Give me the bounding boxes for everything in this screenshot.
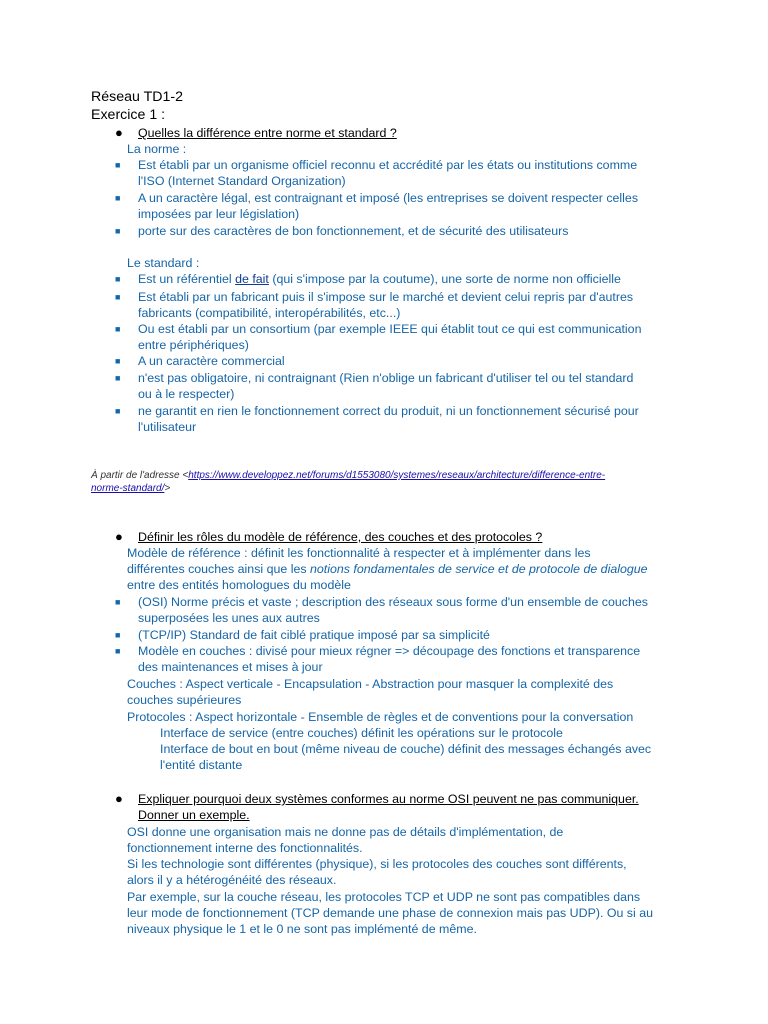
de-fait-link[interactable]: de fait	[235, 272, 269, 286]
standard-item-1	[138, 271, 621, 287]
q2-paragraph-line-2	[127, 561, 648, 577]
standard-item-1-text-b: (qui s'impose par la coutume), une sorte de norme non officielle	[268, 272, 621, 286]
norme-heading: La norme :	[127, 142, 187, 156]
exercise-heading: Exercice 1 :	[91, 107, 166, 123]
couches-line-2: couches supérieures	[127, 693, 242, 707]
question-2: Définir les rôles du modèle de référence, des couches et des protocoles ?	[138, 530, 543, 544]
source-url-link-continued[interactable]: norme-standard/	[91, 483, 165, 494]
q3-line-3: Si les technologie sont différentes (physique), si les protocoles des couches sont différents,	[127, 857, 627, 871]
interface-service: Interface de service (entre couches) définit les opérations sur le protocole	[160, 726, 563, 740]
q2-item-3-line-2: des maintenances et mises à jour	[138, 660, 323, 674]
q2-paragraph-line-2-text: différentes couches ainsi que les	[127, 562, 310, 576]
bullet-square-icon: ■	[115, 356, 121, 366]
interface-bout-line-2: l'entité distante	[160, 758, 243, 772]
bullet-square-icon: ■	[115, 406, 121, 416]
bullet-square-icon: ■	[115, 226, 121, 236]
question-1: Quelles la différence entre norme et standard ?	[138, 126, 397, 140]
standard-item-2-line-1: Est établi par un fabricant puis il s'impose sur le marché et devient celui repris par d'autres	[138, 290, 634, 304]
bullet-dot-icon: ●	[115, 791, 123, 806]
q2-item-2: (TCP/IP) Standard de fait ciblé pratique imposé par sa simplicité	[138, 628, 490, 642]
couches-line-1: Couches : Aspect verticale - Encapsulation - Abstraction pour masquer la complexité des	[127, 677, 614, 691]
source-url-link[interactable]: https://www.developpez.net/forums/d1553080/systemes/reseaux/architecture/difference-entre-	[188, 470, 606, 481]
q3-line-4: alors il y a hétérogénéité des réseaux.	[127, 873, 337, 887]
norme-item-2-line-1: A un caractère légal, est contraignant et imposé (les entreprises se doivent respecter celles	[138, 191, 639, 205]
norme-item-1-line-1: Est établi par un organisme officiel reconnu et accrédité par les états ou institutions comme	[138, 158, 638, 172]
bullet-square-icon: ■	[115, 630, 121, 640]
source-line-2	[91, 482, 170, 495]
norme-item-1-line-2: l'ISO (Internet Standard Organization)	[138, 174, 346, 188]
standard-item-4: A un caractère commercial	[138, 354, 285, 368]
standard-item-5-line-2: ou à le respecter)	[138, 387, 235, 401]
q3-line-2: fonctionnement interne des fonctionnalités.	[127, 841, 363, 855]
standard-item-3-line-2: entre périphériques)	[138, 338, 249, 352]
q3-line-1: OSI donne une organisation mais ne donne pas de détails d'implémentation, de	[127, 825, 564, 839]
q2-item-1-line-2: superposées les unes aux autres	[138, 611, 320, 625]
standard-heading: Le standard :	[127, 256, 200, 270]
q2-item-3-line-1: Modèle en couches : divisé pour mieux régner => découpage des fonctions et transparence	[138, 644, 641, 658]
source-suffix: >	[164, 483, 171, 494]
standard-item-5-line-1: n'est pas obligatoire, ni contraignant (Rien n'oblige un fabricant d'utiliser tel ou tel standard	[138, 371, 634, 385]
standard-item-3-line-1: Ou est établi par un consortium (par exemple IEEE qui établit tout ce qui est communication	[138, 322, 642, 336]
source-prefix: À partir de l'adresse <	[91, 470, 189, 481]
bullet-square-icon: ■	[115, 292, 121, 302]
bullet-square-icon: ■	[115, 324, 121, 334]
bullet-square-icon: ■	[115, 373, 121, 383]
bullet-dot-icon: ●	[115, 529, 123, 544]
question-3-line-1: Expliquer pourquoi deux systèmes conformes au norme OSI peuvent ne pas communiquer.	[138, 792, 639, 806]
bullet-dot-icon: ●	[115, 125, 123, 140]
source-line-1	[91, 469, 605, 482]
q3-line-5: Par exemple, sur la couche réseau, les protocoles TCP et UDP ne sont pas compatibles dans	[127, 890, 641, 904]
document-title: Réseau TD1-2	[91, 89, 184, 105]
q3-line-6: leur mode de fonctionnement (TCP demande une phase de connexion mais pas UDP). Ou si au	[127, 906, 653, 920]
standard-item-6-line-1: ne garantit en rien le fonctionnement correct du produit, ni un fonctionnement sécurisé pour	[138, 404, 639, 418]
standard-item-2-line-2: fabricants (compatibilité, interopérabilités, etc...)	[138, 306, 401, 320]
q2-paragraph-line-2-italic: notions fondamentales de service et de protocole de dialogue	[310, 562, 648, 576]
q2-paragraph-line-1: Modèle de référence : définit les fonctionnalité à respecter et à implémenter dans les	[127, 546, 591, 560]
bullet-square-icon: ■	[115, 193, 121, 203]
q2-item-1-line-1: (OSI) Norme précis et vaste ; description des réseaux sous forme d'un ensemble de couches	[138, 595, 648, 609]
bullet-square-icon: ■	[115, 597, 121, 607]
bullet-square-icon: ■	[115, 160, 121, 170]
q2-paragraph-line-3: entre des entités homologues du modèle	[127, 578, 351, 592]
standard-item-1-text-a: Est un référentiel	[138, 272, 236, 286]
bullet-square-icon: ■	[115, 646, 121, 656]
standard-item-6-line-2: l'utilisateur	[138, 420, 197, 434]
norme-item-3: porte sur des caractères de bon fonctionnement, et de sécurité des utilisateurs	[138, 224, 569, 238]
q3-line-7: niveaux physique le 1 et le 0 ne sont pas implémenté de même.	[127, 922, 477, 936]
interface-bout-line-1: Interface de bout en bout (même niveau de couche) définit des messages échangés avec	[160, 742, 652, 756]
bullet-square-icon: ■	[115, 274, 121, 284]
protocoles-line: Protocoles : Aspect horizontale - Ensemble de règles et de conventions pour la conversation	[127, 710, 634, 724]
norme-item-2-line-2: imposées par leur législation)	[138, 207, 300, 221]
question-3-line-2: Donner un exemple.	[138, 808, 250, 822]
